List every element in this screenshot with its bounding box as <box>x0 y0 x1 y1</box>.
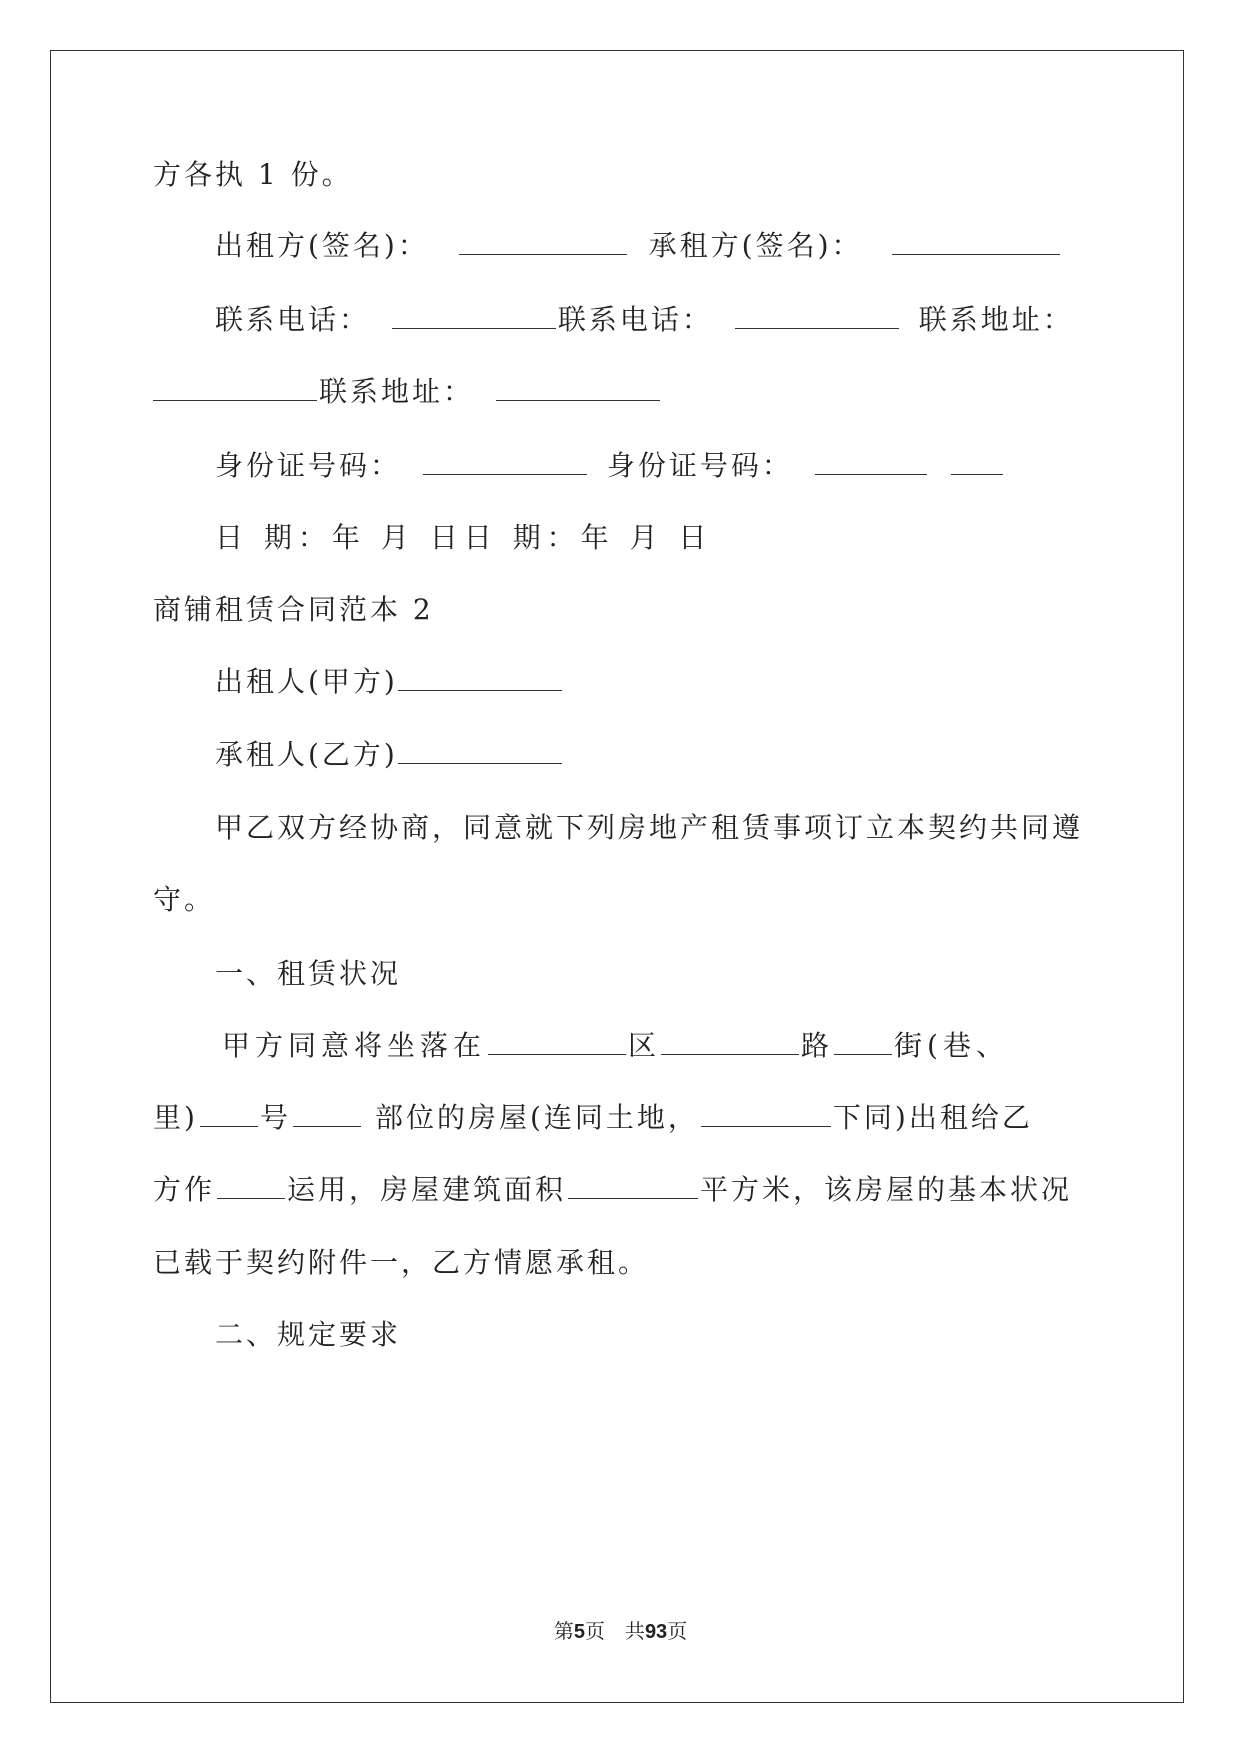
district-blank <box>488 1028 626 1055</box>
text-line-date <box>215 518 1155 558</box>
text: 方各执 1 份。 <box>153 158 353 191</box>
id-blank <box>815 448 927 475</box>
paragraph-text: 里) <box>153 1101 198 1134</box>
text-line-annex <box>153 1243 1093 1283</box>
paragraph-text: 部位的房屋(连同土地， <box>374 1101 699 1134</box>
phone-blank <box>392 302 556 329</box>
date-text: 日 期：年 月 日日 期：年 月 日 <box>215 521 713 554</box>
number-blank <box>293 1100 361 1127</box>
footer-mid: 页 共 <box>584 1619 645 1643</box>
paragraph-text: 运用，房屋建筑面积 <box>287 1173 567 1206</box>
id-label: 身份证号码： <box>215 449 402 482</box>
land-blank <box>701 1100 831 1127</box>
phone-blank <box>735 302 899 329</box>
paragraph-text: 甲方同意将坐落在 <box>222 1029 487 1062</box>
paragraph-text: 已载于契约附件一，乙方情愿承租。 <box>153 1246 650 1279</box>
id-label: 身份证号码： <box>606 449 793 482</box>
text-line-address <box>153 372 1093 412</box>
paragraph-text: 街(巷、 <box>894 1029 1009 1062</box>
street-blank <box>834 1028 892 1055</box>
section-heading-2 <box>215 1315 1155 1355</box>
address-blank <box>153 374 317 401</box>
footer-prefix: 第 <box>553 1619 574 1643</box>
paragraph-text: 下同)出租给乙 <box>832 1101 1033 1134</box>
text-line-location <box>222 1026 1162 1066</box>
section-title <box>153 590 1093 630</box>
text-line-lessee <box>215 735 1155 775</box>
text-line-agreement <box>215 808 1155 848</box>
page-border <box>50 50 1184 1703</box>
usage-blank <box>217 1172 285 1199</box>
paragraph-text: 守。 <box>153 883 216 916</box>
id-blank <box>951 448 1003 475</box>
paragraph-text: 平方米，该房屋的基本状况 <box>700 1173 1073 1206</box>
paragraph-text: 区 <box>628 1029 660 1062</box>
area-blank <box>568 1172 698 1199</box>
contract-title: 商铺租赁合同范本 2 <box>153 593 434 626</box>
text-line-1 <box>153 155 1093 195</box>
heading-text: 二、规定要求 <box>215 1318 402 1351</box>
total-pages: 93 <box>644 1621 668 1643</box>
page-number: 5 <box>573 1621 585 1643</box>
road-blank <box>661 1028 799 1055</box>
text-line-lessor <box>215 662 1155 702</box>
lessor-label: 出租人(甲方) <box>215 665 398 698</box>
lessee-signature-label: 承租方(签名)： <box>648 229 863 262</box>
text-line-agreement-end <box>153 880 1093 920</box>
text-line-location-2 <box>153 1098 1093 1138</box>
lane-blank <box>200 1100 258 1127</box>
paragraph-text: 方作 <box>153 1173 216 1206</box>
lessee-blank <box>398 737 562 764</box>
text-line-usage <box>153 1170 1093 1210</box>
text-line-phone <box>215 300 1155 340</box>
lessor-signature-blank <box>459 228 627 255</box>
address-blank <box>496 374 660 401</box>
text-line-signature <box>215 226 1155 266</box>
text-line-id <box>215 446 1155 486</box>
footer-suffix: 页 <box>667 1619 688 1643</box>
address-label: 联系地址： <box>918 303 1074 336</box>
phone-label: 联系电话： <box>215 303 371 336</box>
lessor-signature-label: 出租方(签名)： <box>215 229 429 262</box>
heading-text: 一、租赁状况 <box>215 957 402 990</box>
address-label: 联系地址： <box>319 375 475 408</box>
page-footer <box>0 1618 1241 1645</box>
paragraph-text: 路 <box>801 1029 833 1062</box>
section-heading-1 <box>215 954 1155 994</box>
paragraph-text: 号 <box>259 1101 291 1134</box>
id-blank <box>423 448 587 475</box>
lessee-signature-blank <box>892 228 1060 255</box>
lessor-blank <box>398 664 562 691</box>
lessee-label: 承租人(乙方) <box>215 738 398 771</box>
paragraph-text: 甲乙双方经协商，同意就下列房地产租赁事项订立本契约共同遵 <box>215 811 1084 844</box>
phone-label: 联系电话： <box>557 303 713 336</box>
